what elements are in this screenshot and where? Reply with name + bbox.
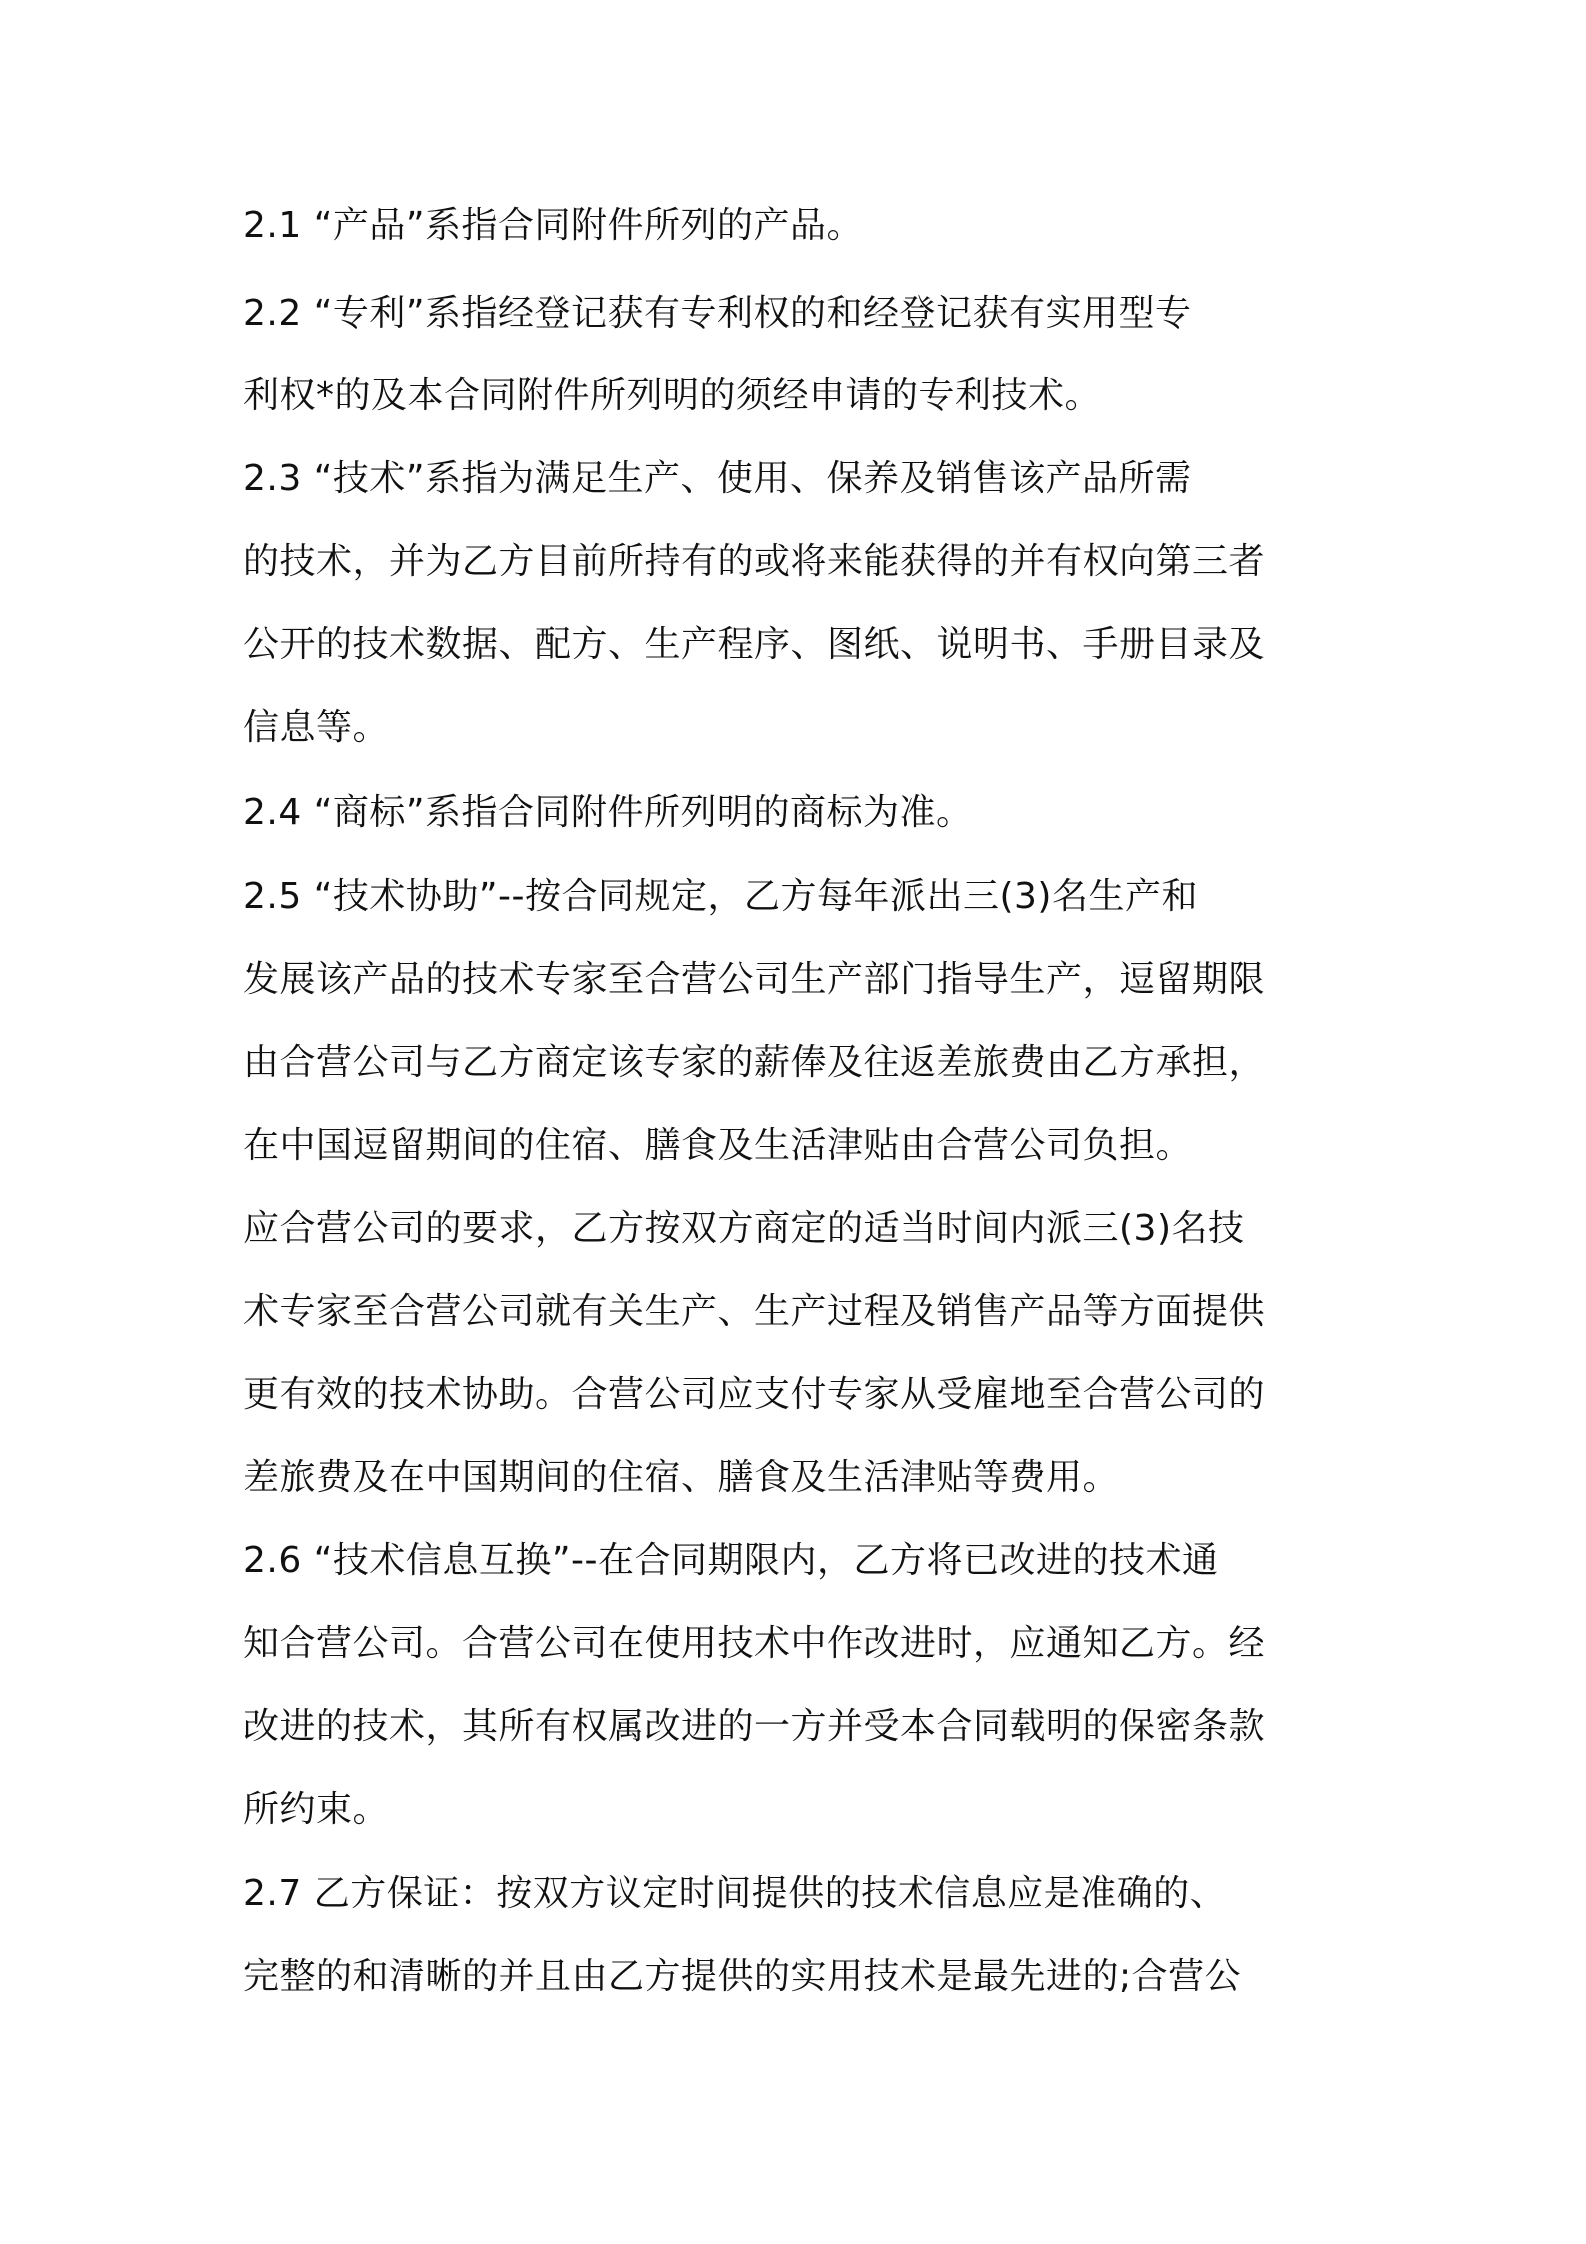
text-line: 差旅费及在中国期间的住宿、膳食及生活津贴等费用。 xyxy=(243,1457,1120,1498)
text-line: 2.2 “专利”系指经登记获有专利权的和经登记获有实用型专 xyxy=(243,293,1192,334)
text-line: 由合营公司与乙方商定该专家的薪俸及往返差旅费由乙方承担， xyxy=(243,1042,1266,1083)
text-line: 2.3 “技术”系指为满足生产、使用、保养及销售该产品所需 xyxy=(243,458,1192,499)
text-line: 知合营公司。合营公司在使用技术中作改进时，应通知乙方。经 xyxy=(243,1623,1266,1664)
text-line: 更有效的技术协助。合营公司应支付专家从受雇地至合营公司的 xyxy=(243,1374,1266,1415)
text-line: 所约束。 xyxy=(243,1789,390,1830)
text-line: 发展该产品的技术专家至合营公司生产部门指导生产，逗留期限 xyxy=(243,959,1266,1000)
text-line: 术专家至合营公司就有关生产、生产过程及销售产品等方面提供 xyxy=(243,1291,1266,1332)
text-line: 完整的和清晰的并且由乙方提供的实用技术是最先进的;合营公 xyxy=(243,1956,1242,1997)
text-line: 2.1 “产品”系指合同附件所列的产品。 xyxy=(243,205,863,246)
text-line: 的技术，并为乙方目前所持有的或将来能获得的并有权向第三者 xyxy=(243,541,1266,582)
text-line: 改进的技术，其所有权属改进的一方并受本合同载明的保密条款 xyxy=(243,1706,1266,1747)
text-line: 2.6 “技术信息互换”--在合同期限内，乙方将已改进的技术通 xyxy=(243,1540,1219,1581)
text-line: 2.4 “商标”系指合同附件所列明的商标为准。 xyxy=(243,792,973,833)
text-line: 应合营公司的要求，乙方按双方商定的适当时间内派三(3)名技 xyxy=(243,1208,1245,1249)
text-line: 公开的技术数据、配方、生产程序、图纸、说明书、手册目录及 xyxy=(243,624,1266,665)
text-line: 2.5 “技术协助”--按合同规定，乙方每年派出三(3)名生产和 xyxy=(243,876,1198,917)
text-line: 在中国逗留期间的住宿、膳食及生活津贴由合营公司负担。 xyxy=(243,1125,1193,1166)
text-line: 利权*的及本合同附件所列明的须经申请的专利技术。 xyxy=(243,375,1102,416)
text-line: 信息等。 xyxy=(243,707,390,748)
text-line: 2.7 乙方保证：按双方议定时间提供的技术信息应是准确的、 xyxy=(243,1873,1227,1914)
